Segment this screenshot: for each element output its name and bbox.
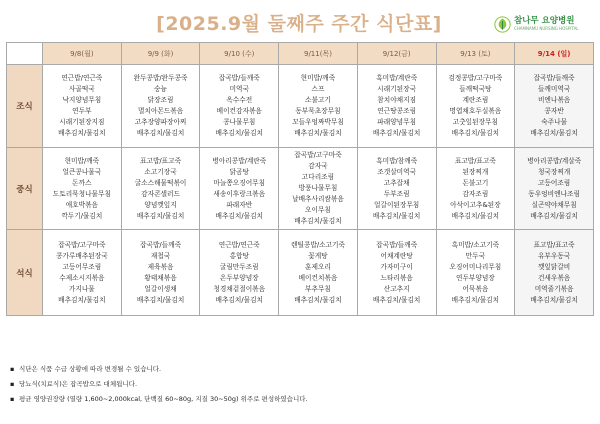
day-header: 9/8(월) [43, 43, 122, 65]
menu-item: 건새우볶음 [537, 273, 571, 282]
menu-item: 흑미밥/계란죽 [376, 74, 418, 82]
menu-cell [436, 148, 515, 230]
menu-item: 배추김치/물김치 [530, 295, 578, 304]
menu-item: 깍두기/물김치 [61, 211, 103, 220]
menu-item: 잡곡밥/들깨죽 [140, 240, 182, 249]
menu-item: 배추김치/물김치 [215, 295, 263, 304]
menu-item: 산고추지 [383, 284, 410, 293]
menu-item: 멸치아몬드볶음 [137, 107, 184, 115]
menu-item: 가지나물 [68, 284, 95, 293]
meal-row [7, 230, 594, 316]
menu-item: 돈까스 [72, 178, 92, 187]
menu-cell [200, 230, 279, 316]
menu-item: 오이무침 [305, 206, 331, 214]
menu-item: 고춧잎된장무침 [452, 118, 498, 126]
menu-item: 돈불고기 [462, 178, 489, 187]
menu-cell [515, 230, 594, 316]
note-item [10, 377, 590, 392]
menu-item: 부추무침 [305, 284, 331, 293]
menu-item: 콩나물무침 [223, 118, 256, 126]
menu-item: 배추김치/물김치 [215, 211, 263, 220]
menu-item: 표고밥/표고죽 [454, 156, 496, 165]
menu-cell [515, 65, 594, 148]
menu-item: 숙주나물 [541, 118, 568, 126]
menu-item: 잡곡밥/들깨죽 [376, 240, 418, 249]
menu-item: 동부묵초장무침 [295, 107, 341, 115]
menu-item: 유부우동국 [537, 251, 571, 260]
menu-item: 흑미밥/참깨죽 [376, 156, 418, 165]
menu-item: 재첩국 [150, 251, 171, 260]
menu-item: 도토리묵청나물무침 [52, 189, 111, 198]
meal-label: 석식 [7, 230, 43, 316]
menu-item: 완두콩밥/완두콩죽 [133, 74, 188, 82]
menu-cell [515, 148, 594, 230]
note-text: 평균 영양권장량 (열량 1,600~2,000kcal, 단백질 60~80g, 지질 30~50g) 위주로 편성하였습니다. [19, 395, 308, 403]
menu-item: 소고기장국 [144, 167, 177, 176]
menu-cell [436, 65, 515, 148]
menu-item: 배추김치/물김치 [58, 295, 106, 304]
menu-item: 고등어무조림 [62, 262, 102, 271]
menu-item: 표고밥/표고죽 [533, 240, 575, 249]
menu-item: 소불고기 [305, 96, 331, 104]
hospital-logo [494, 13, 579, 35]
menu-item: 배추김치/물김치 [372, 211, 421, 220]
menu-item: 배추김치/물김치 [136, 129, 185, 137]
menu-item: 배추김치/물김치 [372, 295, 421, 304]
weekly-menu-table [6, 42, 594, 316]
menu-item: 들깨미역국 [537, 85, 571, 93]
menu-item: 어채계란탕 [380, 251, 413, 260]
day-header: 9/10 (수) [200, 43, 279, 65]
leaf-logo-icon [494, 16, 511, 33]
menu-item: 고등어조림 [537, 178, 571, 187]
menu-item: 새송이후랑크볶음 [213, 189, 266, 198]
menu-cell [200, 148, 279, 230]
menu-item: 꼬들우엉짜박무침 [292, 118, 344, 126]
menu-cell [279, 148, 358, 230]
menu-cell [121, 65, 200, 148]
bullet-icon: ▪ [10, 365, 15, 373]
note-item [10, 362, 590, 377]
menu-item: 병아리콩밥/계살죽 [527, 156, 582, 165]
menu-item: 고추잡채 [383, 178, 410, 187]
menu-item: 잡곡밥/고구마죽 [294, 151, 342, 159]
menu-item: 배추김치/물김치 [451, 295, 500, 304]
menu-item: 시래기된장지짐 [59, 118, 105, 126]
menu-item: 배추김치/물김치 [530, 211, 578, 220]
menu-item: 스프 [311, 85, 325, 93]
menu-item: 배추김치/물김치 [372, 129, 421, 137]
menu-item: 배추김치/물김치 [294, 217, 342, 225]
menu-item: 닭곰탕 [229, 167, 249, 176]
menu-item: 파래자반 [226, 200, 253, 209]
menu-item: 콩자반 [544, 107, 564, 115]
menu-item: 흑미밥/소고기죽 [451, 240, 500, 249]
menu-cell [43, 148, 122, 230]
menu-cell [357, 148, 436, 230]
menu-item: 들깨떡국탕 [459, 85, 492, 93]
logo-subtitle: CHAMNAMU NURSING HOSPITAL [514, 25, 579, 31]
menu-item: 연근땅콩조림 [377, 107, 417, 115]
menu-item: 얼갈이생채 [144, 284, 177, 293]
menu-item: 잡곡밥/들깨죽 [218, 74, 260, 82]
menu-item: 황태채볶음 [144, 273, 177, 282]
meal-row [7, 148, 594, 230]
menu-cell [121, 148, 200, 230]
menu-item: 현미밥/깨죽 [300, 74, 336, 82]
menu-item: 아삭이고추&된장 [450, 200, 501, 209]
menu-item: 배추김치/물김치 [451, 129, 500, 137]
menu-item: 옥수수전 [226, 96, 253, 104]
menu-item: 현미밥/깨죽 [64, 156, 100, 165]
day-header: 9/11(목) [279, 43, 358, 65]
menu-cell [279, 230, 358, 316]
meal-row [7, 65, 594, 148]
menu-item: 연근밥/연근죽 [218, 240, 260, 249]
note-text: 식단은 식품 수급 상황에 따라 변경될 수 있습니다. [19, 365, 162, 373]
menu-item: 배추김치/물김치 [136, 211, 185, 220]
menu-item: 시래기된장국 [377, 85, 417, 93]
menu-item: 연두부 [72, 107, 92, 115]
menu-cell [121, 230, 200, 316]
day-header: 9/12(금) [357, 43, 436, 65]
menu-item: 계란조림 [462, 96, 489, 104]
menu-item: 참치야채지짐 [377, 96, 417, 104]
menu-item: 어묵볶음 [462, 284, 489, 293]
menu-cell [436, 230, 515, 316]
menu-item: 된장찌개 [462, 167, 489, 176]
menu-item: 잡곡밥/들깨죽 [533, 74, 575, 82]
meal-label: 조식 [7, 65, 43, 148]
menu-cell [357, 65, 436, 148]
day-header-today: 9/14 (일) [515, 43, 594, 65]
day-header: 9/13 (토) [436, 43, 515, 65]
menu-item: 숭늉 [154, 85, 168, 93]
menu-cell [43, 65, 122, 148]
menu-item: 만두국 [465, 251, 486, 260]
menu-item: 파래양념무침 [377, 118, 417, 126]
menu-cell [357, 230, 436, 316]
menu-item: 배추김치/물김치 [58, 129, 106, 137]
menu-item: 배추김치/물김치 [451, 211, 500, 220]
menu-item: 굴림만두조림 [219, 262, 259, 271]
menu-item: 조갯살미역국 [377, 167, 417, 176]
menu-item: 양념깻잎지 [144, 200, 177, 209]
menu-item: 검정콩밥/고구마죽 [448, 74, 503, 82]
menu-item: 홍합탕 [229, 251, 249, 260]
menu-item: 베이컨치볶음 [298, 273, 338, 282]
menu-item: 가자미구이 [380, 262, 413, 271]
day-header-row [7, 43, 594, 65]
menu-item: 얼큰콩나물국 [62, 167, 102, 176]
menu-item: 베이컨감자볶음 [216, 107, 262, 115]
menu-item: 실곤약야채무침 [531, 200, 577, 209]
menu-item: 제육볶음 [147, 262, 174, 271]
bullet-icon: ▪ [10, 380, 15, 388]
menu-cell [43, 230, 122, 316]
logo-name: 참나무 요양병원 [514, 16, 575, 27]
menu-cell [200, 65, 279, 148]
menu-item: 느타리볶음 [380, 273, 413, 282]
menu-item: 배추김치/물김치 [530, 129, 578, 137]
menu-item: 렌틸콩밥/소고기죽 [290, 240, 345, 249]
menu-item: 애호박볶음 [65, 200, 98, 209]
menu-item: 고추장양파장아찌 [134, 118, 187, 126]
menu-item: 방풍나물무침 [298, 184, 338, 192]
page-title: [2025.9월 둘째주 주간 식단표] [156, 12, 442, 35]
logo-text [514, 17, 579, 31]
menu-item: 사골떡국 [68, 85, 95, 93]
menu-item: 두부조림 [383, 189, 410, 198]
menu-item: 온두부양념장 [219, 273, 259, 282]
menu-item: 배추김치/물김치 [215, 129, 263, 137]
menu-item: 표고밥/표고죽 [140, 156, 182, 165]
bullet-icon: ▪ [10, 395, 15, 403]
menu-item: 배추김치/물김치 [294, 129, 342, 137]
header-corner [7, 43, 43, 65]
menu-item: 훈제오리 [305, 262, 331, 271]
menu-item: 깻잎닭갈비 [537, 262, 571, 271]
menu-item: 얼갈이된장무침 [374, 200, 420, 209]
menu-item: 동우엉비엔나조림 [528, 189, 580, 198]
menu-item: 수제소시지볶음 [59, 273, 105, 282]
menu-cell [279, 65, 358, 148]
menu-item: 감자콘샐러드 [141, 189, 180, 198]
notes [10, 362, 590, 407]
menu-item: 굴소스해물떡볶이 [134, 178, 187, 187]
menu-item: 닭장조림 [147, 96, 174, 104]
menu-item: 미역줄기볶음 [534, 284, 574, 293]
note-item [10, 392, 590, 407]
meal-label: 중식 [7, 148, 43, 230]
menu-item: 병아리콩밥/계란죽 [212, 156, 267, 165]
menu-item: 감자국 [308, 162, 328, 170]
menu-item: 청국장찌개 [537, 167, 571, 176]
menu-item: 마늘쫑오징어무침 [213, 178, 266, 187]
menu-item: 감자조림 [462, 189, 489, 198]
menu-item: 미역국 [229, 85, 249, 93]
title-bar [118, 6, 480, 38]
menu-item: 낙지양념무침 [62, 96, 102, 104]
menu-item: 날배추사리쌈볶음 [292, 195, 344, 203]
menu-item: 고다리조림 [301, 173, 335, 181]
menu-item: 연근밥/연근죽 [61, 74, 103, 82]
menu-item: 배추김치/물김치 [294, 295, 342, 304]
day-header: 9/9 (화) [121, 43, 200, 65]
menu-item: 비엔나볶음 [537, 96, 571, 104]
note-text: 당뇨식(치료식)은 잡곡밥으로 대체됩니다. [19, 380, 138, 388]
menu-item: 오징어미나리무침 [449, 262, 502, 271]
menu-item: 꽃게탕 [308, 251, 328, 260]
menu-item: 청경채겉절이볶음 [213, 284, 266, 293]
menu-item: 명엽채호두실볶음 [449, 107, 502, 115]
menu-item: 배추김치/물김치 [136, 295, 185, 304]
menu-item: 연두부양념장 [455, 273, 495, 282]
menu-item: 잡곡밥/고구마죽 [58, 240, 106, 249]
menu-item: 콩가루배추된장국 [56, 251, 108, 260]
